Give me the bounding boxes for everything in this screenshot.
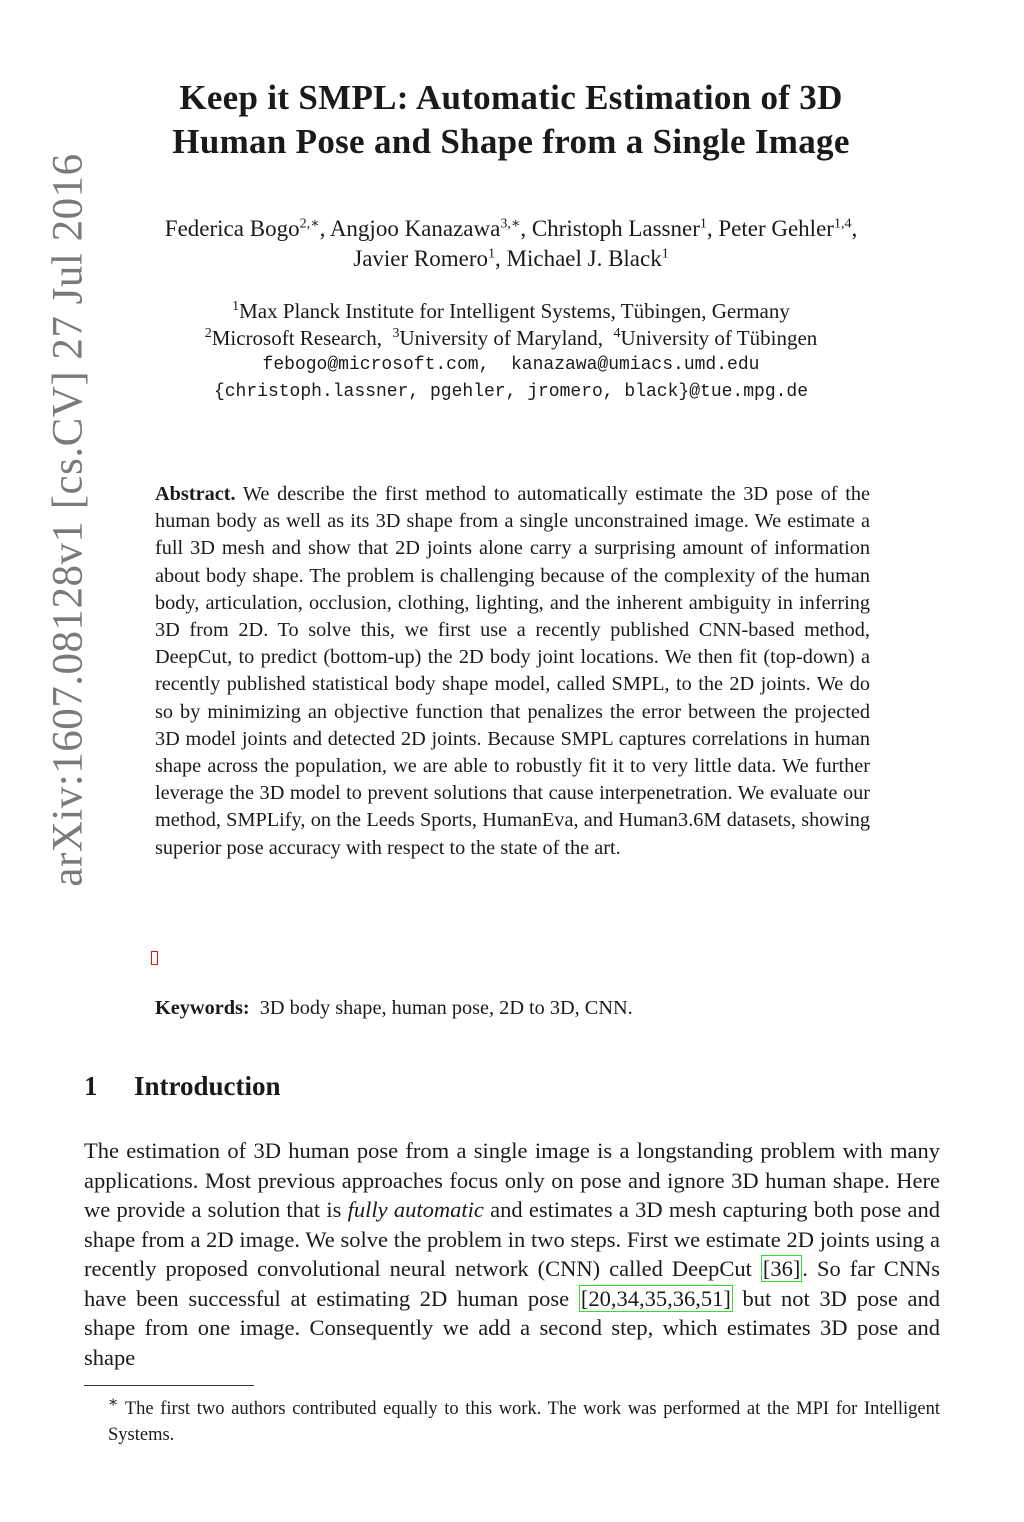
affiliations [80,298,942,406]
email-line-2: {christoph.lassner, pgehler, jromero, black}@tue.mpg.de [213,382,809,402]
author-name: Michael J. Black [506,246,662,271]
paper-title [100,76,922,164]
affil-sup: 2 [204,326,212,341]
footnote [108,1390,940,1448]
section-title: Introduction [134,1071,281,1101]
abstract-text: We describe the first method to automatically estimate the 3D pose of the human body as well as its 3D shape from a single unconstrained image. We estimate a full 3D mesh and show that 2D joints alone carry a surprising amount of information about body shape. The problem is challenging because of the complexity of the human body, articulation, occlusion, clothing, lighting, and the inherent ambiguity in inferring 3D from 2D. To solve this, we first use a recently published CNN-based method, DeepCut, to predict (bottom-up) the 2D body joint locations. We then fit (top-down) a recently published statistical body shape model, called SMPL, to the 2D joints. We do so by minimizing an objective function that penalizes the error between the projected 3D model joints and detected 2D joints. Because SMPL captures correlations in human shape across the population, we are able to robustly fit it to very little data. We further leverage the 3D model to prevent solutions that cause interpenetration. We evaluate our method, SMPLify, on the Leeds Sports, HumanEva, and Human3.6M datasets, showing superior pose accuracy with respect to the state of the art. [155,483,870,859]
intro-paragraph [84,1136,940,1372]
affil-sup: 4 [613,326,621,341]
author-sup: 3,∗ [500,216,521,232]
arxiv-identifier-text: arXiv:1607.08128v1 [cs.CV] 27 Jul 2016 [44,153,92,887]
author-sup: 1,4 [833,216,852,232]
email-line-1: febogo@microsoft.com, kanazawa@umiacs.umd.edu [262,355,760,375]
title-line-1: Keep it SMPL: Automatic Estimation of 3D [179,78,843,117]
intro-text: and estimates a 3D mesh capturing both pose and shape from a 2D image. We solve the problem in two steps. First we estimate 2D joints using a recently proposed convolutional neural network (CNN) called DeepCut [84,1197,940,1281]
author-sup: 1 [661,246,669,262]
author-sup: 1 [699,216,707,232]
footnote-text: The first two authors contributed equally to this work. The work was performed at the MPI for Intelligent Systems. [108,1399,940,1446]
affil-sup: 1 [232,299,240,314]
author-sup: 2,∗ [299,216,320,232]
abstract [155,481,870,862]
keywords-label: Keywords: [155,997,250,1019]
section-number: 1 [84,1071,98,1101]
author-name: Peter Gehler [718,216,834,241]
author-name: Javier Romero [353,246,489,271]
keywords [155,995,870,1022]
affiliation-text: Microsoft Research, [211,326,382,350]
affiliation-line-2 [80,325,942,352]
author-sup: 1 [488,246,496,262]
abstract-label: Abstract. [155,483,236,505]
author-name: Christoph Lassner [531,216,700,241]
intro-text: but not 3D pose and shape from one image. Consequently we add a second step, which estimates 3D pose and shape [84,1285,940,1370]
title-line-2: Human Pose and Shape from a Single Image [172,122,850,161]
affiliation-line-1 [80,298,942,325]
footnote-divider [84,1385,254,1386]
intro-text: . So far CNNs have been successful at estimating 2D human pose [84,1256,940,1311]
author-line-1: Federica Bogo$^{2,∗}$, Angjoo Kanazawa$^{3,∗}$, Christoph Lassner$^1$, Peter Gehler$^{1,4}$, [164,216,858,241]
affil-sup: 3 [392,326,400,341]
keywords-text: 3D body shape, human pose, 2D to 3D, CNN. [259,997,633,1019]
footnote-mark: ∗ [108,1394,119,1411]
citation-link[interactable]: [20,34,35,36,51] [580,1285,731,1311]
intro-emphasis: fully automatic [347,1197,484,1222]
affiliation-text: University of Tübingen [620,326,818,350]
author-line-2: Javier Romero$^1$, Michael J. Black$^1$ [353,246,669,271]
annotation-marker [151,951,158,965]
affiliation-text: University of Maryland, [399,326,604,350]
author-name: Federica Bogo [164,216,300,241]
affiliation-text: Max Planck Institute for Intelligent Systems, Tübingen, Germany [239,299,790,323]
citation-link[interactable]: [36] [762,1256,801,1281]
author-list [80,214,942,274]
section-heading [84,1071,281,1102]
intro-text: The estimation of 3D human pose from a single image is a longstanding problem with many applications. Most previous approaches focus only on pose and ignore 3D human shape. Here we provide a solution that is [84,1138,940,1222]
author-name: Angjoo Kanazawa [329,216,501,241]
